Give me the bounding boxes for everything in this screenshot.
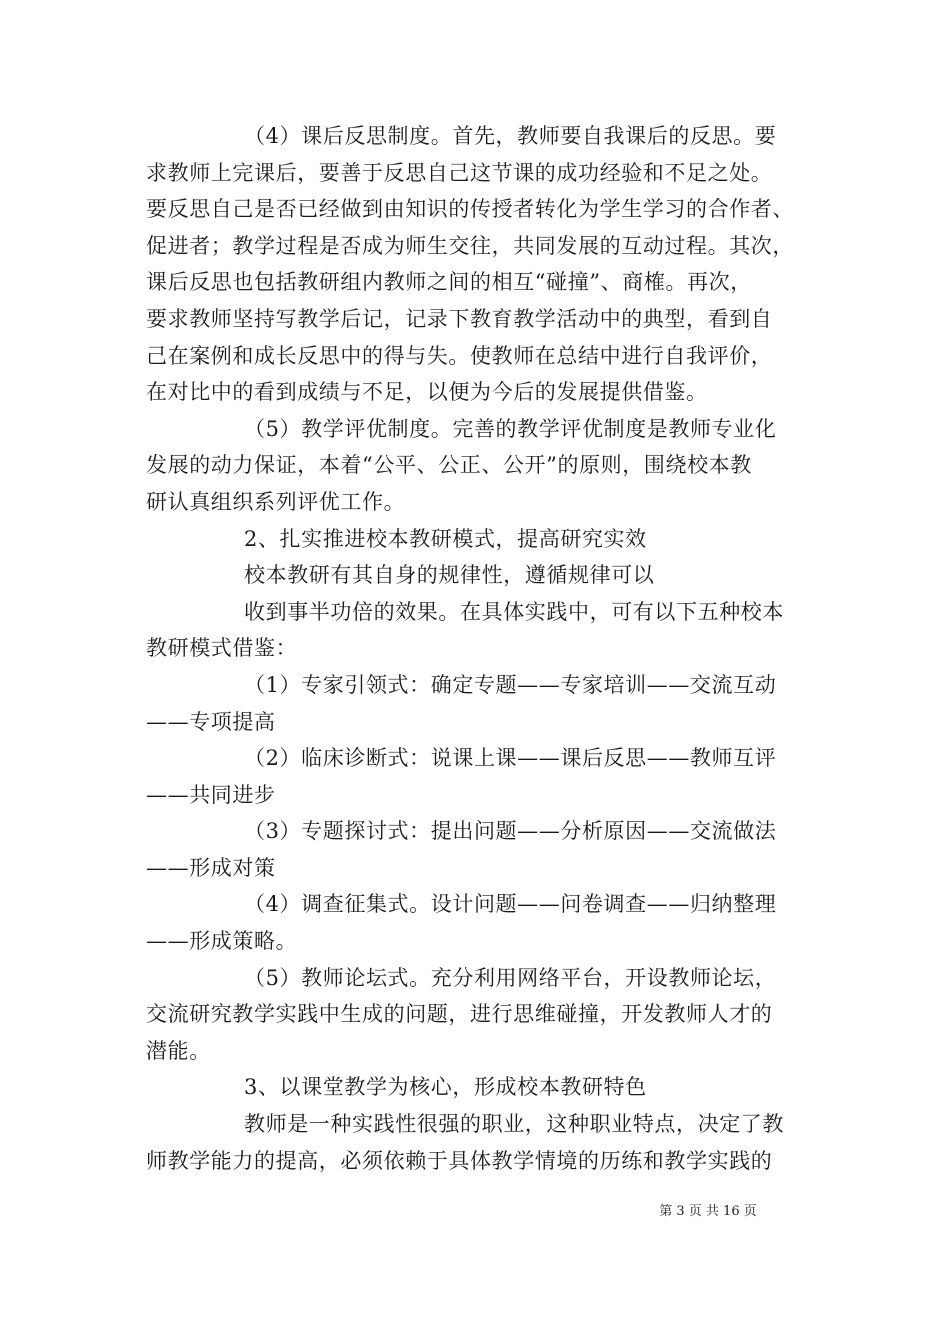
text-line: （5）教师论坛式。充分利用网络平台，开设教师论坛， <box>244 965 777 990</box>
text-line: 发展的动力保证，本着“公平、公正、公开”的原则，围绕校本教 <box>146 453 752 478</box>
text-line: （5）教学评优制度。完善的教学评优制度是教师专业化 <box>244 416 777 441</box>
text-line: （2）临床诊断式：说课上课——课后反思——教师互评 <box>244 746 777 771</box>
text-line: 课后反思也包括教研组内教师之间的相互“碰撞”、商榷。再次， <box>146 270 752 295</box>
text-line: （4）课后反思制度。首先，教师要自我课后的反思。要 <box>244 124 777 148</box>
text-line: （3）专题探讨式：提出问题——分析原因——交流做法 <box>244 819 777 844</box>
text-line: 师教学能力的提高，必须依赖于具体教学情境的历练和教学实践的 <box>146 1148 773 1173</box>
section-heading: 3、以课堂教学为核心，形成校本教研特色 <box>244 1075 647 1100</box>
section-heading: 2、扎实推进校本教研模式，提高研究实效 <box>244 526 647 551</box>
text-line: 教研模式借鉴： <box>146 636 298 661</box>
text-line: 潜能。 <box>146 1038 211 1063</box>
text-line: 在对比中的看到成绩与不足，以便为今后的发展提供借鉴。 <box>146 380 708 405</box>
body-text <box>146 118 812 1179</box>
text-line: ——专项提高 <box>146 709 276 734</box>
text-line: 教师是一种实践性很强的职业，这种职业特点，决定了教 <box>244 1112 784 1137</box>
text-line: ——形成对策 <box>146 855 276 880</box>
text-line: 求教师上完课后，要善于反思自己这节课的成功经验和不足之处。 <box>146 160 773 185</box>
text-line: （4）调查征集式。设计问题——问卷调查——归纳整理 <box>244 892 777 917</box>
text-line: 要求教师坚持写教学后记，记录下教育教学活动中的典型，看到自 <box>146 306 773 331</box>
text-line: 研认真组织系列评优工作。 <box>146 489 406 514</box>
text-line: 促进者；教学过程是否成为师生交往，共同发展的互动过程。其次， <box>146 233 794 258</box>
page-number: 第 3 页 共 16 页 <box>659 1204 757 1219</box>
text-line: ——共同进步 <box>146 782 276 807</box>
text-line: （1）专家引领式：确定专题——专家培训——交流互动 <box>244 672 777 697</box>
text-line: ——形成策略。 <box>146 929 298 954</box>
text-line: 校本教研有其自身的规律性，遵循规律可以 <box>244 563 655 588</box>
text-line: 收到事半功倍的效果。在具体实践中，可有以下五种校本 <box>244 599 784 624</box>
text-line: 己在案例和成长反思中的得与失。使教师在总结中进行自我评价， <box>146 343 773 368</box>
text-line: 交流研究教学实践中生成的问题，进行思维碰撞，开发教师人才的 <box>146 1002 773 1027</box>
text-line: 要反思自己是否已经做到由知识的传授者转化为学生学习的合作者、 <box>146 197 794 222</box>
page-footer <box>0 1203 950 1221</box>
